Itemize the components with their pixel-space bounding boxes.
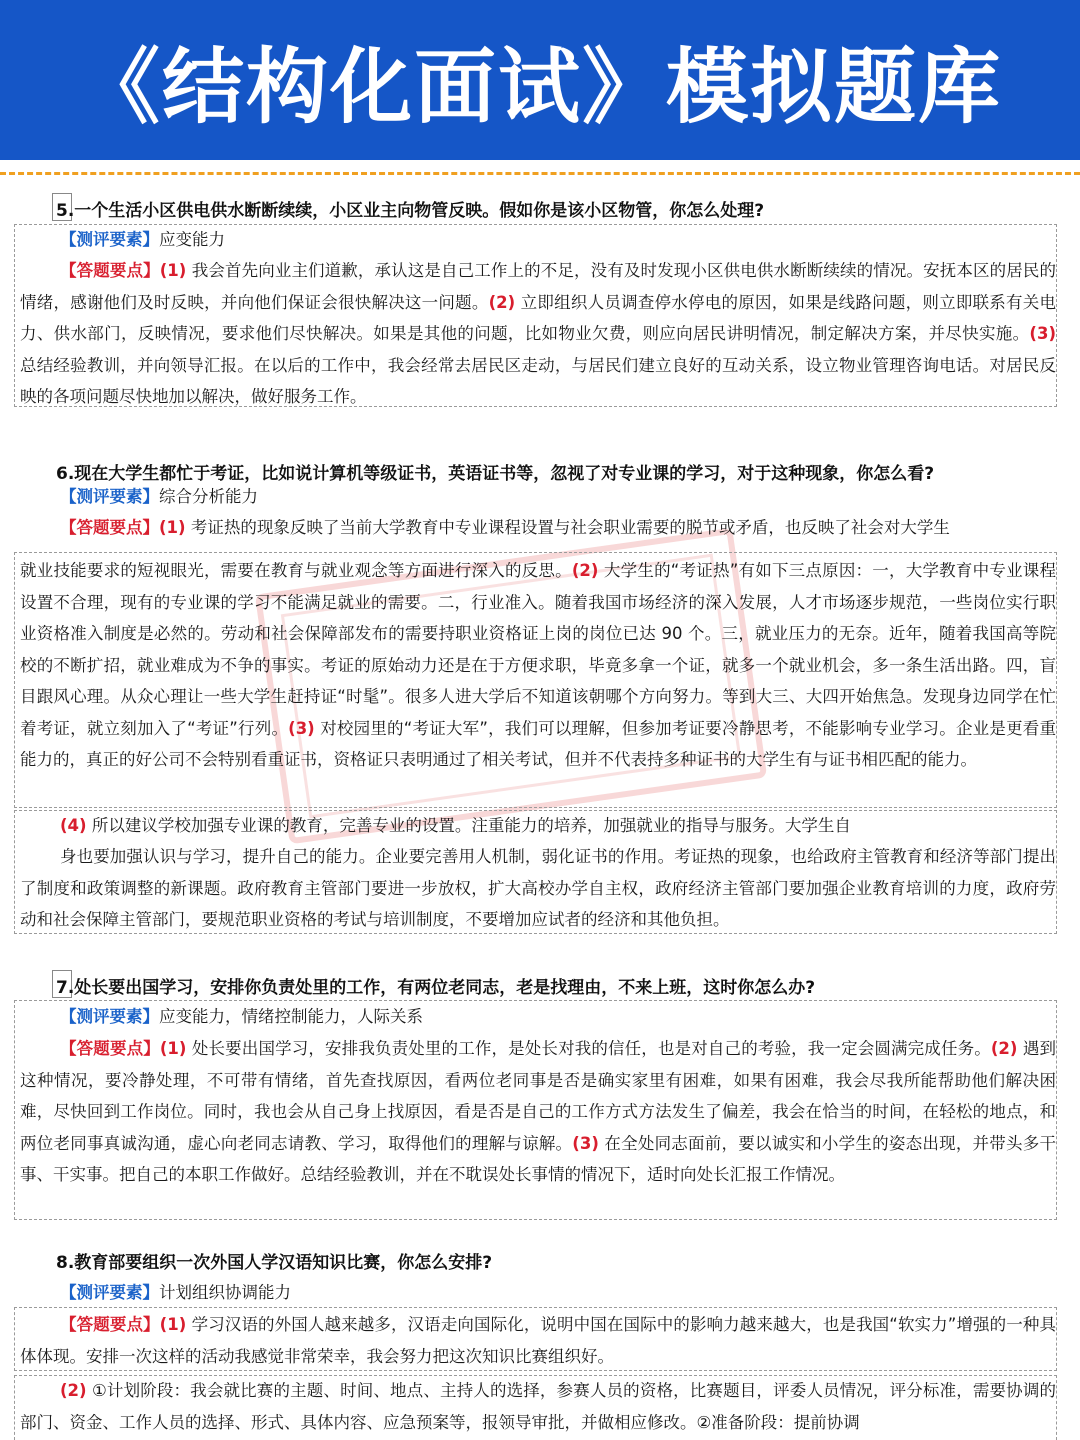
eval-tag: 【测评要素】: [60, 1007, 159, 1026]
eval-tag: 【测评要素】: [60, 230, 159, 249]
point-text: 总结经验教训，并向领导汇报。在以后的工作中，我会经常去居民区走动，与居民们建立良好的互动关系，设立物业管理咨询电话。对居民反映的各项问题尽快地加以解决，做好服务工作。: [20, 355, 1056, 406]
point-text: 考证热的现象反映了当前大学教育中专业课程设置与社会职业需要的脱节或矛盾，也反映了社会对大学生: [185, 518, 950, 537]
point-number: (3): [1029, 324, 1056, 343]
page-title: 《结构化面试》模拟题库: [77, 39, 1002, 135]
question-6-point4-first-line: [20, 810, 1056, 842]
title-banner: [0, 0, 1080, 160]
point-text: ①计划阶段：我会就比赛的主题、时间、地点、主持人的选择，参赛人员的资格，比赛题目，评委人员情况，评分标准，需要协调的部门、资金、工作人员的选择、形式、具体内容、应急预案等，报领导审批，并做相应修改。②准备阶段：提前协调: [20, 1381, 1056, 1432]
question-8-answer: [20, 1309, 1056, 1372]
question-6-answer-body: [20, 555, 1056, 776]
eval-tag: 【测评要素】: [60, 1283, 159, 1302]
point-number: (1): [159, 1039, 187, 1058]
question-8-eval: [20, 1277, 1056, 1309]
point-text: 大学生的“考证热”有如下三点原因：一，大学教育中专业课程设置不合理，现有的专业课的学习不能满足就业的需要。二，行业准入。随着我国市场经济的深入发展，人才市场逐步规范，一些岗位实行职业资格准入制度是必然的。劳动和社会保障部发布的需要持职业资格证上岗的岗位已达 90 个。三，就业压力的无奈。近年，随着我国高等院校的不断扩招，就业难成为不争的事实。考证的原始动力还是在于方便求职，毕竟多拿一个证，就多一个就业机会，多一条生活出路。四，盲目跟风心理。从众心理让一些大学生赶持证“时髦”。很多人进大学后不知道该朝哪个方向努力。等到大三、大四开始焦急。发现身边同学在忙着考证，就立刻加入了“考证”行列。: [20, 561, 1057, 738]
point-text: 在全处同志面前，要以诚实和小学生的姿态出现，并带头多干事、干实事。把自己的本职工作做好。总结经验教训，并在不耽误处长事情的情况下，适时向处长汇报工作情况。: [20, 1133, 1056, 1184]
eval-text: 综合分析能力: [159, 487, 258, 506]
point-text: 身也要加强认识与学习，提升自己的能力。企业要完善用人机制，弱化证书的作用。考证热的现象，也给政府主管教育和经济等部门提出了制度和政策调整的新课题。政府教育主管部门要进一步放权，扩大高校办学自主权，政府经济主管部门要加强企业教育培训的力度，政府劳动和社会保障主管部门，要规范职业资格的考试与培训制度，不要增加应试者的经济和其他负担。: [20, 847, 1056, 929]
answer-tag: 【答题要点】: [60, 261, 160, 280]
question-5-eval: [20, 224, 1056, 256]
question-8-title: 8.教育部要组织一次外国人学汉语知识比赛，你怎么安排?: [56, 1253, 493, 1273]
question-8-point2: [20, 1375, 1056, 1440]
point-number: (2): [990, 1039, 1018, 1058]
point-number: (1): [159, 518, 186, 537]
question-5-title: 5.一个生活小区供电供水断断续续，小区业主向物管反映。假如你是该小区物管，你怎么处理?: [56, 201, 765, 221]
point-text: 学习汉语的外国人越来越多，汉语走向国际化，说明中国在国际中的影响力越来越大，也是我国“软实力”增强的一种具体体现。安排一次这样的活动我感觉非常荣幸，我会努力把这次知识比赛组织好。: [20, 1315, 1057, 1366]
point-number: (1): [159, 1315, 187, 1334]
point-text: 对校园里的“考证大军”，我们可以理解，但参加考证要冷静思考，不能影响专业学习。企业是更看重能力的，真正的好公司不会特别看重证书，资格证只表明通过了相关考试，但并不代表持多种证书的大学生有与证书相匹配的能力。: [20, 718, 1056, 769]
point-number: (2): [488, 292, 516, 312]
question-7-title: 7.处长要出国学习，安排你负责处里的工作，有两位老同志，老是找理由，不来上班，这时你怎么办?: [56, 978, 816, 998]
question-6-title: 6.现在大学生都忙于考证，比如说计算机等级证书，英语证书等，忽视了对专业课的学习，对于这种现象，你怎么看?: [56, 464, 935, 484]
point-number: (1): [159, 261, 187, 280]
answer-tag: 【答题要点】: [60, 518, 159, 537]
point-number: (2): [60, 1381, 87, 1400]
point-text: 立即组织人员调查停水停电的原因，如果是线路问题，则立即联系有关电力、供水部门，反映情况，要求他们尽快解决。如果是其他的问题，比如物业欠费，则应向居民讲明情况，制定解决方案，并尽快实施。: [20, 292, 1057, 343]
dashed-divider: [0, 172, 1080, 175]
eval-text: 应变能力: [159, 230, 225, 249]
eval-text: 计划组织协调能力: [159, 1283, 291, 1302]
question-6-point4-rest: [20, 841, 1056, 936]
point-number: (3): [288, 718, 315, 738]
answer-tag: 【答题要点】: [60, 1039, 160, 1058]
point-text: 我会首先向业主们道歉，承认这是自己工作上的不足，没有及时发现小区供电供水断断续续的情况。安抚本区的居民的情绪，感谢他们及时反映，并向他们保证会很快解决这一问题。: [20, 261, 1057, 312]
question-5-answer: [20, 255, 1056, 413]
point-text: 处长要出国学习，安排我负责处里的工作，是处长对我的信任，也是对自己的考验，我一定会圆满完成任务。: [186, 1039, 991, 1058]
point-number: (3): [572, 1133, 599, 1153]
point-text: 遇到这种情况，要冷静处理，不可带有情绪，首先查找原因，看两位老同事是否是确实家里有困难，如果有困难，我会尽我所能帮助他们解决困难，尽快回到工作岗位。同时，我也会从自己身上找原因，看是否是自己的工作方式方法发生了偏差，我会在恰当的时间，在轻松的地点，和两位老同事真诚沟通，虚心向老同志请教、学习，取得他们的理解与谅解。: [20, 1039, 1057, 1153]
eval-text: 应变能力，情绪控制能力，人际关系: [159, 1007, 423, 1026]
question-6-eval: [20, 481, 1056, 513]
question-6-answer-first-line: [20, 512, 1056, 544]
question-7-answer: [20, 1033, 1056, 1191]
point-text: 所以建议学校加强专业课的教育，完善专业的设置。注重能力的培养，加强就业的指导与服务。大学生自: [86, 816, 851, 835]
point-text: 就业技能要求的短视眼光，需要在教育与就业观念等方面进行深入的反思。: [20, 561, 572, 580]
answer-tag: 【答题要点】: [60, 1315, 160, 1334]
eval-tag: 【测评要素】: [60, 487, 159, 506]
question-7-eval: [20, 1001, 1056, 1033]
point-number: (4): [60, 816, 87, 835]
point-number: (2): [571, 561, 599, 580]
